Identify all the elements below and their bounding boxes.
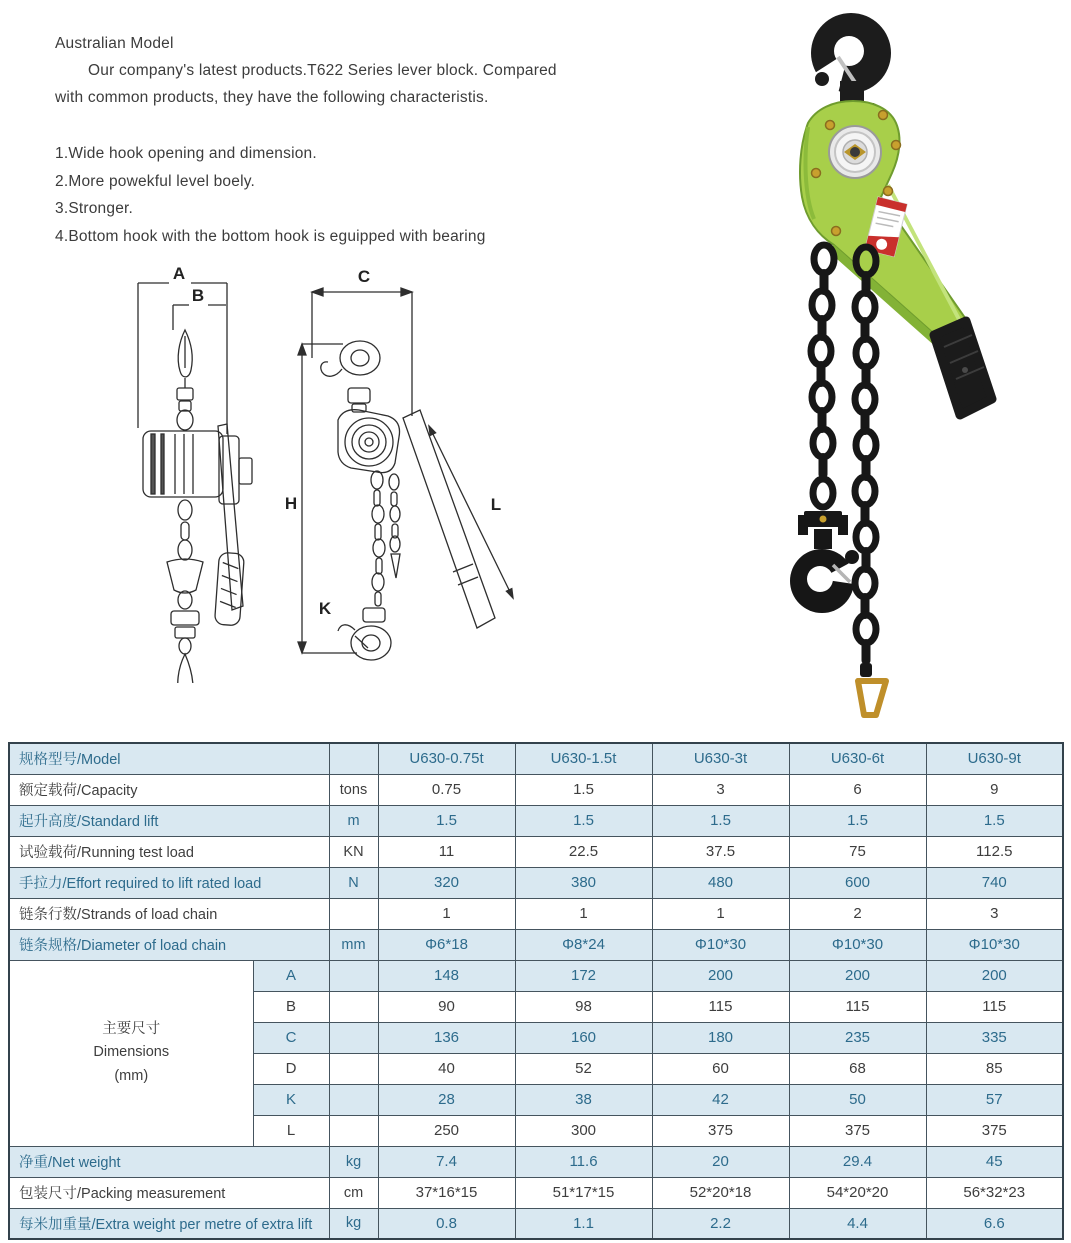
- spec-cell: 375: [652, 1115, 789, 1146]
- spec-row-unit: [329, 1115, 378, 1146]
- dimension-letter: K: [253, 1084, 329, 1115]
- spec-column-header: U630-3t: [652, 743, 789, 774]
- spec-cell: 52: [515, 1053, 652, 1084]
- spec-cell: Φ10*30: [789, 929, 926, 960]
- spec-cell: 1.5: [926, 805, 1063, 836]
- spec-cell: 136: [378, 1022, 515, 1053]
- intro-paragraph-line2: with common products, they have the following characteristis.: [55, 89, 489, 106]
- spec-row-unit: N: [329, 867, 378, 898]
- spec-cell: 6: [789, 774, 926, 805]
- spec-cell: 29.4: [789, 1146, 926, 1177]
- spec-column-header: U630-0.75t: [378, 743, 515, 774]
- spec-cell: 68: [789, 1053, 926, 1084]
- dimension-label-k: K: [318, 599, 332, 618]
- dimension-label-b: B: [191, 286, 205, 305]
- dimension-label-h: H: [284, 494, 298, 513]
- spec-cell: 1: [515, 898, 652, 929]
- spec-row-unit: [329, 1084, 378, 1115]
- spec-cell: 375: [926, 1115, 1063, 1146]
- spec-column-header: U630-6t: [789, 743, 926, 774]
- spec-cell: 1.5: [789, 805, 926, 836]
- spec-row-label: 包装尺寸/Packing measurement: [9, 1177, 329, 1208]
- spec-cell: 235: [789, 1022, 926, 1053]
- spec-cell: 320: [378, 867, 515, 898]
- spec-cell: 38: [515, 1084, 652, 1115]
- spec-cell: 1.5: [652, 805, 789, 836]
- spec-cell: 250: [378, 1115, 515, 1146]
- spec-row-label: 手拉力/Effort required to lift rated load: [9, 867, 329, 898]
- feature-item-2: 2.More powekful level boely.: [55, 172, 256, 190]
- spec-cell: 20: [652, 1146, 789, 1177]
- spec-cell: 37*16*15: [378, 1177, 515, 1208]
- spec-header-unit: [329, 743, 378, 774]
- spec-cell: 160: [515, 1022, 652, 1053]
- spec-cell: 480: [652, 867, 789, 898]
- spec-cell: 375: [789, 1115, 926, 1146]
- spec-row-unit: mm: [329, 929, 378, 960]
- spec-cell: 2.2: [652, 1208, 789, 1239]
- spec-cell: 115: [652, 991, 789, 1022]
- spec-cell: 1.5: [515, 774, 652, 805]
- spec-row-label: 试验载荷/Running test load: [9, 836, 329, 867]
- spec-table-section: [8, 742, 1064, 1240]
- spec-cell: 75: [789, 836, 926, 867]
- spec-cell: 1: [378, 898, 515, 929]
- hand-grip: [934, 321, 992, 415]
- spec-cell: 50: [789, 1084, 926, 1115]
- product-photo: [738, 5, 1070, 720]
- dimensions-group-label: 主要尺寸 Dimensions (mm): [9, 960, 253, 1146]
- spec-cell: 22.5: [515, 836, 652, 867]
- spec-cell: 3: [926, 898, 1063, 929]
- spec-cell: 1.5: [515, 805, 652, 836]
- spec-row-unit: [329, 898, 378, 929]
- spec-cell: 40: [378, 1053, 515, 1084]
- spec-cell: 148: [378, 960, 515, 991]
- spec-row-label: 链条规格/Diameter of load chain: [9, 929, 329, 960]
- chain-end-link: [858, 681, 886, 715]
- dimension-label-c: C: [357, 267, 371, 286]
- feature-item-4: 4.Bottom hook with the bottom hook is eguipped with bearing: [55, 227, 486, 245]
- spec-cell: Φ6*18: [378, 929, 515, 960]
- spec-row-unit: KN: [329, 836, 378, 867]
- spec-row-unit: cm: [329, 1177, 378, 1208]
- spec-row-unit: kg: [329, 1208, 378, 1239]
- spec-table: [8, 742, 1064, 1240]
- spec-cell: 200: [926, 960, 1063, 991]
- spec-row-label: 额定载荷/Capacity: [9, 774, 329, 805]
- spec-row-unit: kg: [329, 1146, 378, 1177]
- spec-cell: 380: [515, 867, 652, 898]
- front-view-drawing: [105, 258, 265, 683]
- spec-cell: 2: [789, 898, 926, 929]
- spec-cell: 9: [926, 774, 1063, 805]
- spec-cell: 3: [652, 774, 789, 805]
- dimension-letter: A: [253, 960, 329, 991]
- spec-cell: 1: [652, 898, 789, 929]
- spec-row-unit: [329, 991, 378, 1022]
- spec-row-label: 链条行数/Strands of load chain: [9, 898, 329, 929]
- spec-row-label: 净重/Net weight: [9, 1146, 329, 1177]
- model-title: Australian Model: [55, 35, 174, 52]
- feature-item-3: 3.Stronger.: [55, 200, 134, 217]
- spec-cell: 28: [378, 1084, 515, 1115]
- spec-cell: 90: [378, 991, 515, 1022]
- spec-cell: 115: [789, 991, 926, 1022]
- spec-row-unit: tons: [329, 774, 378, 805]
- spec-cell: 335: [926, 1022, 1063, 1053]
- spec-cell: 57: [926, 1084, 1063, 1115]
- brake-dial: [829, 126, 881, 178]
- spec-cell: 172: [515, 960, 652, 991]
- spec-row-label: 起升高度/Standard lift: [9, 805, 329, 836]
- spec-cell: 7.4: [378, 1146, 515, 1177]
- spec-cell: Φ10*30: [926, 929, 1063, 960]
- spec-cell: 300: [515, 1115, 652, 1146]
- spec-cell: Φ10*30: [652, 929, 789, 960]
- dimension-letter: D: [253, 1053, 329, 1084]
- spec-cell: 11: [378, 836, 515, 867]
- dimension-letter: C: [253, 1022, 329, 1053]
- feature-list: [55, 140, 655, 250]
- spec-row-label: 每米加重量/Extra weight per metre of extra lift: [9, 1208, 329, 1239]
- hand-chain: [855, 247, 886, 715]
- intro-paragraph-line1: Our company's latest products.T622 Series lever block. Compared: [88, 62, 557, 79]
- load-chain: [811, 245, 834, 507]
- spec-cell: 1.5: [378, 805, 515, 836]
- spec-cell: 200: [652, 960, 789, 991]
- spec-column-header: U630-1.5t: [515, 743, 652, 774]
- spec-row-unit: [329, 960, 378, 991]
- intro-block: [55, 30, 655, 250]
- spec-cell: 0.75: [378, 774, 515, 805]
- spec-cell: 4.4: [789, 1208, 926, 1239]
- spec-cell: 200: [789, 960, 926, 991]
- spec-cell: 180: [652, 1022, 789, 1053]
- spec-row-unit: [329, 1053, 378, 1084]
- dimension-label-a: A: [172, 264, 186, 283]
- spec-cell: Φ8*24: [515, 929, 652, 960]
- spec-cell: 54*20*20: [789, 1177, 926, 1208]
- spec-cell: 60: [652, 1053, 789, 1084]
- spec-cell: 56*32*23: [926, 1177, 1063, 1208]
- side-view-drawing: [283, 258, 573, 683]
- spec-cell: 740: [926, 867, 1063, 898]
- spec-column-header: U630-9t: [926, 743, 1063, 774]
- dimension-label-l: L: [490, 495, 502, 514]
- spec-cell: 52*20*18: [652, 1177, 789, 1208]
- spec-cell: 1.1: [515, 1208, 652, 1239]
- spec-cell: 45: [926, 1146, 1063, 1177]
- spec-cell: 98: [515, 991, 652, 1022]
- spec-cell: 85: [926, 1053, 1063, 1084]
- spec-cell: 115: [926, 991, 1063, 1022]
- spec-row-unit: [329, 1022, 378, 1053]
- spec-header-model-label: 规格型号/Model: [9, 743, 329, 774]
- dimension-letter: L: [253, 1115, 329, 1146]
- spec-cell: 37.5: [652, 836, 789, 867]
- spec-row-unit: m: [329, 805, 378, 836]
- spec-cell: 11.6: [515, 1146, 652, 1177]
- spec-cell: 51*17*15: [515, 1177, 652, 1208]
- spec-cell: 6.6: [926, 1208, 1063, 1239]
- spec-cell: 112.5: [926, 836, 1063, 867]
- dimension-letter: B: [253, 991, 329, 1022]
- spec-cell: 42: [652, 1084, 789, 1115]
- spec-cell: 600: [789, 867, 926, 898]
- spec-cell: 0.8: [378, 1208, 515, 1239]
- feature-item-1: 1.Wide hook opening and dimension.: [55, 145, 317, 162]
